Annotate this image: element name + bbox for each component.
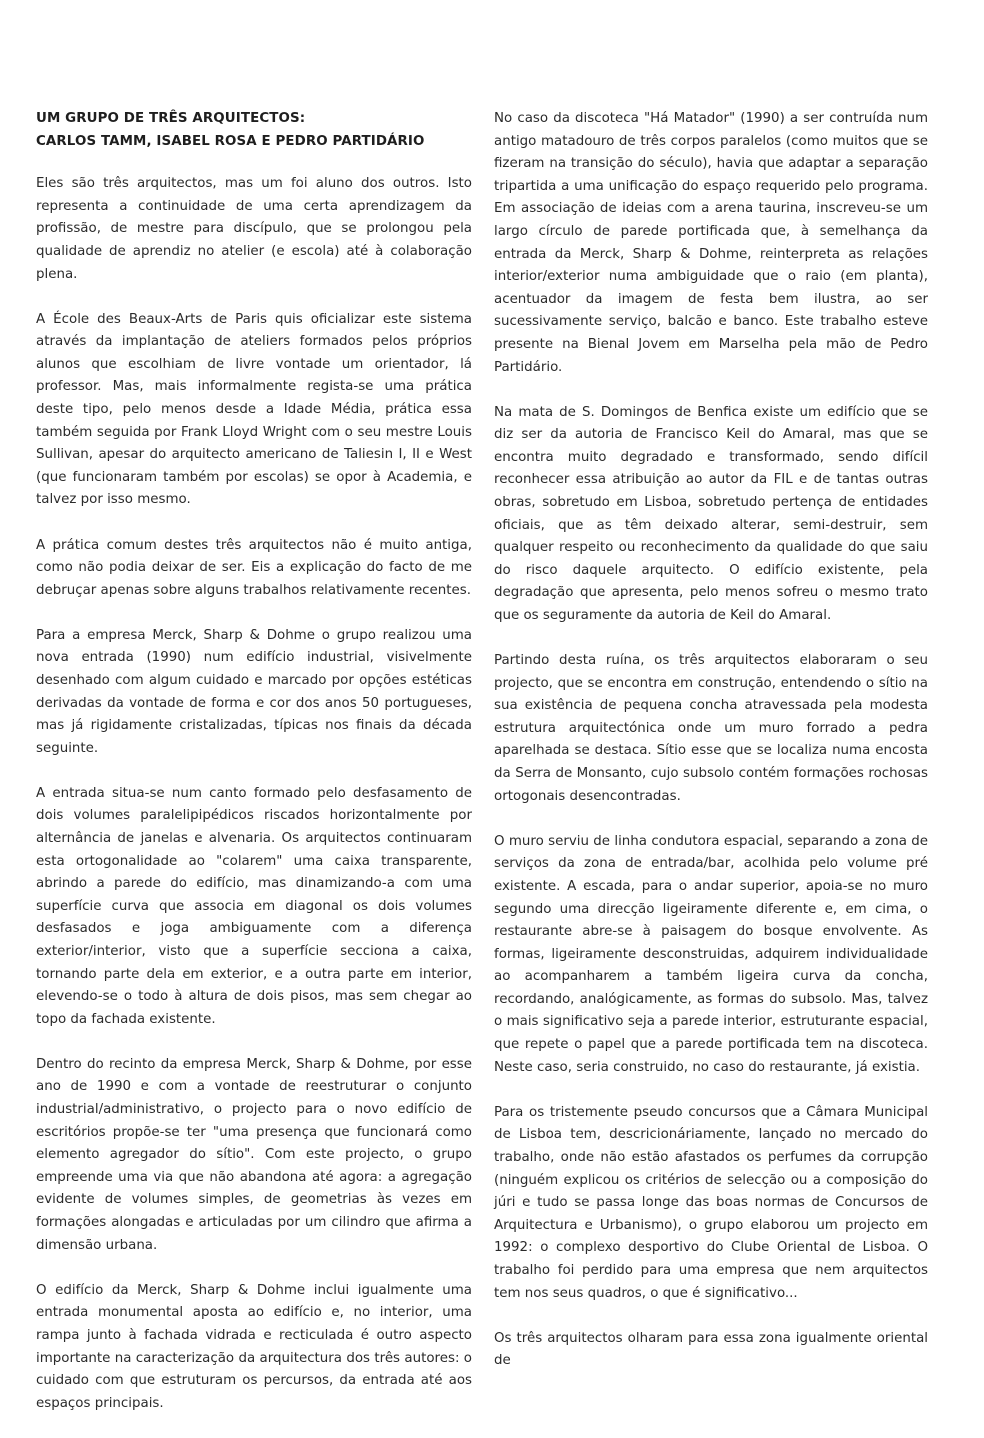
right-column xyxy=(494,108,928,1395)
paragraph: Para a empresa Merck, Sharp & Dohme o grupo realizou uma nova entrada (1990) num edifício industrial, visivelmente desenhado com algum cuidado e marcado por opções estéticas derivadas da vontade de forma e cor dos anos 50 portugueses, mas já rigidamente cristalizadas, típicas nos finais da década seguinte. xyxy=(36,627,472,756)
heading-line-2: CARLOS TAMM, ISABEL ROSA E PEDRO PARTIDÁRIO xyxy=(36,133,425,149)
paragraph: Na mata de S. Domingos de Benfica existe um edifício que se diz ser da autoria de Francisco Keil do Amaral, mas que se encontra muito degradado e transformado, sendo difícil reconhecer essa atribuição ao autor da FIL e de tantas outras obras, sobretudo em Lisboa, sobretudo pertença de entidades oficiais, que as têm deixado alterar, semi-destruir, sem qualquer respeito ou reconhecimento da qualidade do que saiu do risco daquele arquitecto. O edifício existente, pela degradação que apresenta, pelo menos sofreu o mesmo trato que os seguramente da autoria de Keil do Amaral. xyxy=(494,404,928,623)
heading-line-1: UM GRUPO DE TRÊS ARQUITECTOS: xyxy=(36,111,306,126)
paragraph: Dentro do recinto da empresa Merck, Sharp & Dohme, por esse ano de 1990 e com a vontade de reestruturar o conjunto industrial/administrativo, o projecto para o novo edifício de escritórios propõe-se ter "uma presença que funcionará como elemento agregador do sítio". Com este projecto, o grupo empreende uma via que não abandona até agora: a agregação evidente de volumes simples, de geometrias às vezes em formações alongadas e articuladas por um cilindro que afirma a dimensão urbana. xyxy=(36,1056,472,1253)
paragraph: Eles são três arquitectos, mas um foi aluno dos outros. Isto representa a continuidade de uma certa aprendizagem da profissão, de mestre para discípulo, que se prolongou pela qualidade de aprendiz no atelier (e escola) até à colaboração plena. xyxy=(36,176,472,282)
paragraph: A École des Beaux-Arts de Paris quis oficializar este sistema através da implantação de ateliers formados pelos próprios alunos que escolhiam de livre vontade um orientador, lá professor. Mas, mais informalmente regista-se uma prática deste tipo, pelo menos desde a Idade Média, prática essa também seguida por Frank Lloyd Wright com o seu mestre Louis Sullivan, apesar do arquitecto americano de Taliesin I, II e West (que funcionaram também por escolas) se opor à Academia, e talvez por isso mesmo. xyxy=(36,311,472,508)
left-column xyxy=(36,108,472,1438)
paragraph: Para os tristemente pseudo concursos que a Câmara Municipal de Lisboa tem, descricionáriamente, lançado no mercado do trabalho, onde não estão afastados os perfumes da corrupção (ninguém explicou os critérios de selecção ou a composição do júri e tudo se passa longe das boas normas de Concursos de Arquitectura e Urbanismo), o grupo elaborou um projecto em 1992: o complexo desportivo do Clube Oriental de Lisboa. O trabalho foi perdido para uma empresa que nem arquitectos tem nos seus quadros, o que é significativo... xyxy=(494,1104,928,1301)
paragraph: A entrada situa-se num canto formado pelo desfasamento de dois volumes paralelipipédicos riscados horizontalmente por alternância de janelas e alvenaria. Os arquitectos continuaram esta ortogonalidade ao "colarem" uma caixa transparente, abrindo a parede do edifício, mas dinamizando-a com uma superfície curva que associa em diagonal os dois volumes desfasados e joga ambiguamente com a diferença exterior/interior, visto que a superfície secciona a caixa, tornando parte dela em exterior, e a outra parte em interior, elevendo-se o todo à altura de dois pisos, mas sem chegar ao topo da fachada existente. xyxy=(36,785,472,1027)
paragraph: O muro serviu de linha condutora espacial, separando a zona de serviços da zona de entrada/bar, acolhida pelo volume pré existente. A escada, para o andar superior, apoia-se no muro segundo uma direcção ligeiramente diferente e, em cima, o restaurante abre-se à paisagem do bosque envolvente. As formas, ligeiramente desconstruidas, adquirem individualidade ao acompanharem a também ligeira curva da concha, recordando, analógicamente, as formas do subsolo. Mas, talvez o mais significativo seja a parede interior, estruturante espacial, que repete o papel que a parede portificada tem na discoteca. Neste caso, seria construido, no caso do restaurante, já existia. xyxy=(494,833,928,1075)
paragraph: O edifício da Merck, Sharp & Dohme inclui igualmente uma entrada monumental aposta ao edifício e, no interior, uma rampa junto à fachada vidrada e recticulada é outro aspecto importante na caracterização da arquitectura dos três autores: o cuidado com que estruturam os percursos, da entrada até aos espaços principais. xyxy=(36,1282,472,1411)
article-heading xyxy=(36,108,472,153)
paragraph: Os três arquitectos olharam para essa zona igualmente oriental de xyxy=(494,1330,928,1369)
paragraph: Partindo desta ruína, os três arquitectos elaboraram o seu projecto, que se encontra em construção, entendendo o sítio na sua existência de pequena concha atravessada pela modesta estrutura arquitectónica onde um muro forrado a pedra aparelhada se destaca. Sítio esse que se localiza numa encosta da Serra de Monsanto, cujo subsolo contém formações rochosas ortogonais desencontradas. xyxy=(494,653,928,804)
paragraph: No caso da discoteca "Há Matador" (1990) a ser contruída num antigo matadouro de três corpos paralelos (como muitos que se fizeram na transição do século), havia que adaptar a separação tripartida a uma unificação do espaço requerido pelo programa. Em associação de ideias com a arena taurina, inscreveu-se um largo círculo de parede portificada que, à semelhança da entrada da Merck, Sharp & Dohme, reinterpreta as relações interior/exterior numa ambiguidade que o raio (em planta), acentuador da imagem de festa bem ilustra, ao ser sucessivamente serviço, balcão e banco. Este trabalho esteve presente na Bienal Jovem em Marselha pela mão de Pedro Partidário. xyxy=(494,111,928,375)
paragraph: A prática comum destes três arquitectos não é muito antiga, como não podia deixar de ser. Eis a explicação do facto de me debruçar apenas sobre alguns trabalhos relativamente recentes. xyxy=(36,537,472,598)
